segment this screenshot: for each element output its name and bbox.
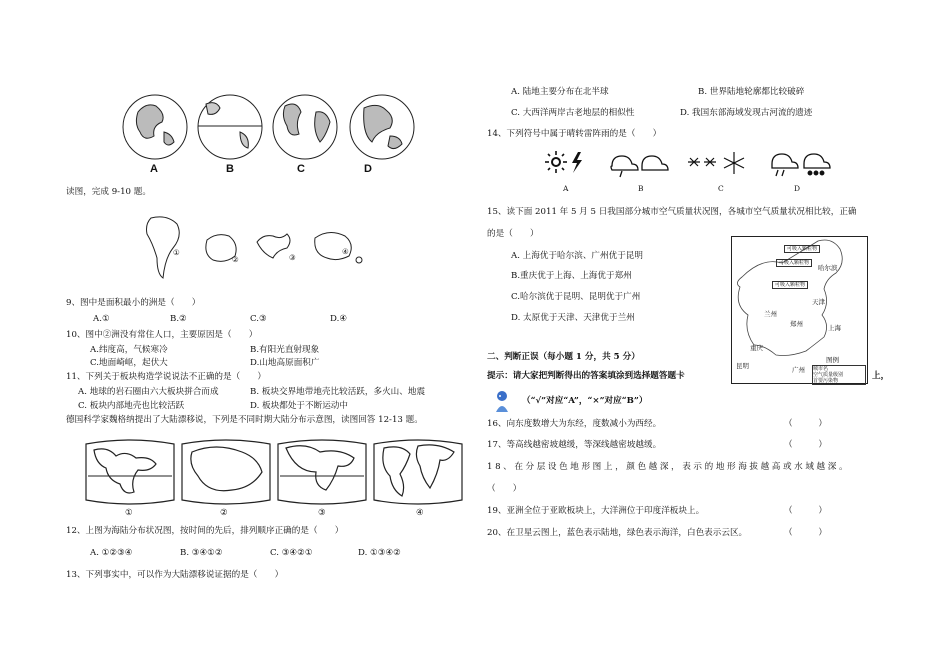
q10-option-c: C.地面崎岖，起伏大	[90, 358, 168, 368]
q9-option-c: C.③	[250, 314, 267, 324]
q14-label-c: C	[718, 184, 724, 193]
q11-option-b: B. 板块交界地带地壳比较活跃，多火山、地震	[250, 387, 426, 397]
q13-option-d: D. 我国东部海域发现古河流的遗迹	[680, 108, 813, 118]
europe-outline	[257, 234, 290, 258]
map-city-kunming: 昆明	[736, 362, 749, 370]
map-city-zhengzhou: 郑州	[790, 320, 803, 328]
cloud-rain-icon	[611, 156, 668, 177]
intro-9-10: 读图，完成 9-10 题。	[66, 187, 151, 197]
q10-option-a: A.纬度高，气候寒冷	[90, 345, 168, 355]
q14-label-d: D	[794, 184, 801, 193]
map-marker-1: ①	[125, 508, 133, 518]
globe-a	[123, 95, 187, 159]
globe-figure	[120, 92, 420, 162]
map-legend-item: 城市名	[813, 366, 829, 372]
question-15-line2: 的是（ ）	[487, 229, 539, 239]
q15-option-b: B.重庆优于上海、上海优于郑州	[511, 271, 632, 281]
map-city-chongqing: 重庆	[750, 344, 763, 352]
q10-option-b: B.有阳光直射现象	[250, 345, 320, 355]
map-legend-item: 空气质量级别	[813, 372, 844, 378]
snowflake-icon	[688, 152, 744, 174]
map-marker-3: ③	[318, 508, 326, 518]
question-9: 9、图中是面积最小的洲是（ ）	[66, 298, 201, 308]
q12-option-d: D. ①③④②	[358, 548, 401, 558]
sun-lightning-icon	[545, 151, 582, 173]
question-11: 11、下列关于板块构造学说说法不正确的是（ ）	[66, 372, 266, 382]
cartoon-figure-icon	[492, 390, 512, 414]
map-marker-2: ②	[220, 508, 228, 518]
globe-label-a: A	[150, 163, 158, 175]
map-box-1: 可吸入颗粒物	[784, 245, 820, 253]
globe-label-c: C	[297, 163, 305, 175]
section-2-heading: 二、判断正误（每小题 1 分，共 5 分）	[487, 352, 640, 362]
q15-option-d: D. 太原优于天津、天津优于兰州	[511, 313, 635, 323]
map-legend-item: 首要污染物	[813, 378, 839, 384]
continent-marker-1: ①	[173, 248, 180, 257]
question-18: 18、在分层设色地形图上，颜色越深，表示的地形海拔越高或水域越深。	[487, 462, 851, 472]
q11-option-a: A. 地球的岩石圈由六大板块拼合而成	[78, 387, 219, 397]
question-17: 17、等高线越密坡越缓，等深线越密坡越缓。	[487, 440, 662, 450]
map-legend	[812, 365, 866, 385]
q15-option-c: C.哈尔滨优于昆明、昆明优于广州	[511, 292, 641, 302]
hint-line-1: 提示：请大家把判断得出的答案填涂到选择题答题卡	[487, 371, 685, 381]
globe-c	[273, 95, 337, 159]
q14-label-a: A	[563, 184, 569, 193]
q13-option-b: B. 世界陆地轮廓都比较破碎	[698, 87, 805, 97]
map-box-3: 可吸入颗粒物	[772, 281, 808, 289]
q18-answer-paren: （ ）	[487, 484, 522, 494]
map-city-guangzhou: 广州	[792, 366, 805, 374]
question-10: 10、图中②洲没有常住人口，主要原因是（ ）	[66, 330, 258, 340]
q16-answer-paren: （ ）	[784, 419, 827, 429]
q20-answer-paren: （ ）	[784, 528, 827, 538]
q10-option-d: D.山地高原面积广	[250, 358, 320, 368]
map-box-2: 可吸入颗粒物	[776, 259, 812, 267]
question-20: 20、在卫星云图上，蓝色表示陆地，绿色表示海洋，白色表示云区。	[487, 528, 748, 538]
continent-marker-4: ④	[342, 247, 349, 256]
map-city-tianjin: 天津	[812, 298, 825, 306]
q14-label-b: B	[638, 184, 644, 193]
q11-option-c: C. 板块内部地壳也比较活跃	[78, 401, 185, 411]
map-legend-title: 图例	[826, 356, 839, 364]
question-15-line1: 15、读下面 2011 年 5 月 5 日我国部分城市空气质量状况图，各城市空气质量状况相比较，正确	[487, 207, 857, 217]
drift-maps-figure	[84, 436, 464, 508]
globe-label-d: D	[364, 163, 372, 175]
q13-option-a: A. 陆地主要分布在北半球	[511, 87, 609, 97]
q12-option-c: C. ③④②①	[270, 548, 313, 558]
question-13: 13、下列事实中，可以作为大陆漂移说证据的是（ ）	[66, 570, 284, 580]
map-city-lanzhou: 兰州	[764, 310, 777, 318]
weather-symbols	[542, 150, 852, 180]
hint-tail: 上，	[872, 371, 890, 381]
intro-12-13: 德国科学家魏格纳提出了大陆漂移说，下列是不同时期大陆分布示意图，读图回答 12-13 题。	[66, 415, 423, 425]
question-14: 14、下列符号中属于晴转雷阵雨的是（ ）	[487, 129, 662, 139]
map-marker-4: ④	[416, 508, 424, 518]
hint-line-2: （“√”对应“A”，“×”对应“B”）	[522, 396, 648, 406]
globe-b	[198, 95, 262, 159]
continent-marker-3: ③	[289, 253, 296, 262]
q12-option-a: A. ①②③④	[90, 548, 133, 558]
globe-label-b: B	[226, 163, 234, 175]
q9-option-d: D.④	[330, 314, 348, 324]
map-city-harbin: 哈尔滨	[818, 264, 838, 272]
map-city-shanghai: 上海	[828, 324, 841, 332]
q15-option-a: A. 上海优于哈尔滨、广州优于昆明	[511, 251, 643, 261]
q9-option-a: A.①	[93, 314, 110, 324]
globe-d	[350, 95, 414, 159]
q9-option-b: B.②	[170, 314, 187, 324]
q11-option-d: D. 板块都处于不断运动中	[250, 401, 348, 411]
question-16: 16、向东度数增大为东经，度数减小为西经。	[487, 419, 662, 429]
question-19: 19、亚洲全位于亚欧板块上，大洋洲位于印度洋板块上。	[487, 506, 705, 516]
q12-option-b: B. ③④①②	[180, 548, 223, 558]
q17-answer-paren: （ ）	[784, 440, 827, 450]
q19-answer-paren: （ ）	[784, 506, 827, 516]
q13-option-c: C. 大西洋两岸古老地层的相似性	[511, 108, 635, 118]
thunder-rain-icon	[772, 154, 830, 176]
question-12: 12、上图为海陆分布状况图，按时间的先后，排列顺序正确的是（ ）	[66, 526, 344, 536]
continent-marker-2: ②	[232, 255, 239, 264]
air-quality-map	[731, 236, 868, 384]
